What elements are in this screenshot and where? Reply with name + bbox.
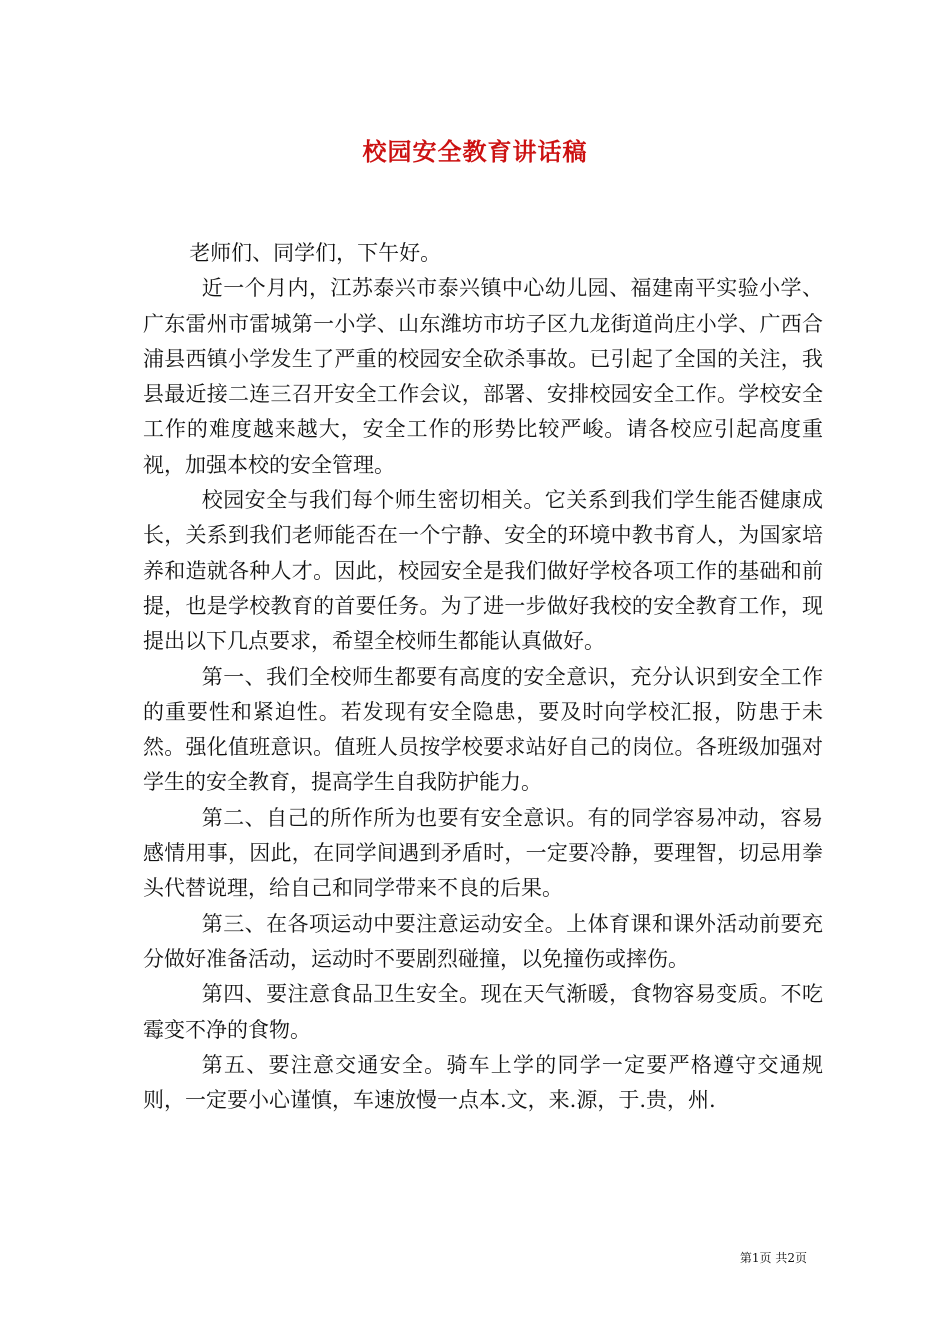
paragraph: 第一、我们全校师生都要有高度的安全意识，充分认识到安全工作的重要性和紧迫性。若发现有安全隐患，要及时向学校汇报，防患于未然。强化值班意识。值班人员按学校要求站好自己的岗位。各班级加强对学生的安全教育，提高学生自我防护能力。 — [143, 664, 823, 795]
paragraph: 第四、要注意食品卫生安全。现在天气渐暖，食物容易变质。不吃霉变不净的食物。 — [143, 982, 823, 1042]
paragraph: 第二、自己的所作所为也要有安全意识。有的同学容易冲动，容易感情用事，因此，在同学间遇到矛盾时，一定要冷静，要理智，切忌用拳头代替说理，给自己和同学带来不良的后果。 — [143, 805, 823, 901]
paragraph-greeting: 老师们、同学们，下午好。 — [189, 241, 442, 265]
page-number: 第1页 共2页 — [739, 1251, 807, 1265]
paragraph: 近一个月内，江苏泰兴市泰兴镇中心幼儿园、福建南平实验小学、广东雷州市雷城第一小学、山东潍坊市坊子区九龙街道尚庄小学、广西合浦县西镇小学发生了严重的校园安全砍杀事故。已引起了全国的关注，我县最近接二连三召开安全工作会议，部署、安排校园安全工作。学校安全工作的难度越来越大，安全工作的形势比较严峻。请各校应引起高度重视，加强本校的安全管理。 — [143, 276, 823, 477]
paragraph: 第五、要注意交通安全。骑车上学的同学一定要严格遵守交通规则，一定要小心谨慎，车速放慢一点本.文，来.源，于.贵，州. — [143, 1052, 823, 1113]
document-title: 校园安全教育讲话稿 — [362, 137, 588, 166]
paragraph: 第三、在各项运动中要注意运动安全。上体育课和课外活动前要充分做好准备活动，运动时不要剧烈碰撞，以免撞伤或摔伤。 — [143, 911, 823, 971]
document-body — [143, 236, 823, 1118]
paragraph: 校园安全与我们每个师生密切相关。它关系到我们学生能否健康成长，关系到我们老师能否在一个宁静、安全的环境中教书育人，为国家培养和造就各种人才。因此，校园安全是我们做好学校各项工作的基础和前提，也是学校教育的首要任务。为了进一步做好我校的安全教育工作，现提出以下几点要求，希望全校师生都能认真做好。 — [143, 488, 823, 654]
